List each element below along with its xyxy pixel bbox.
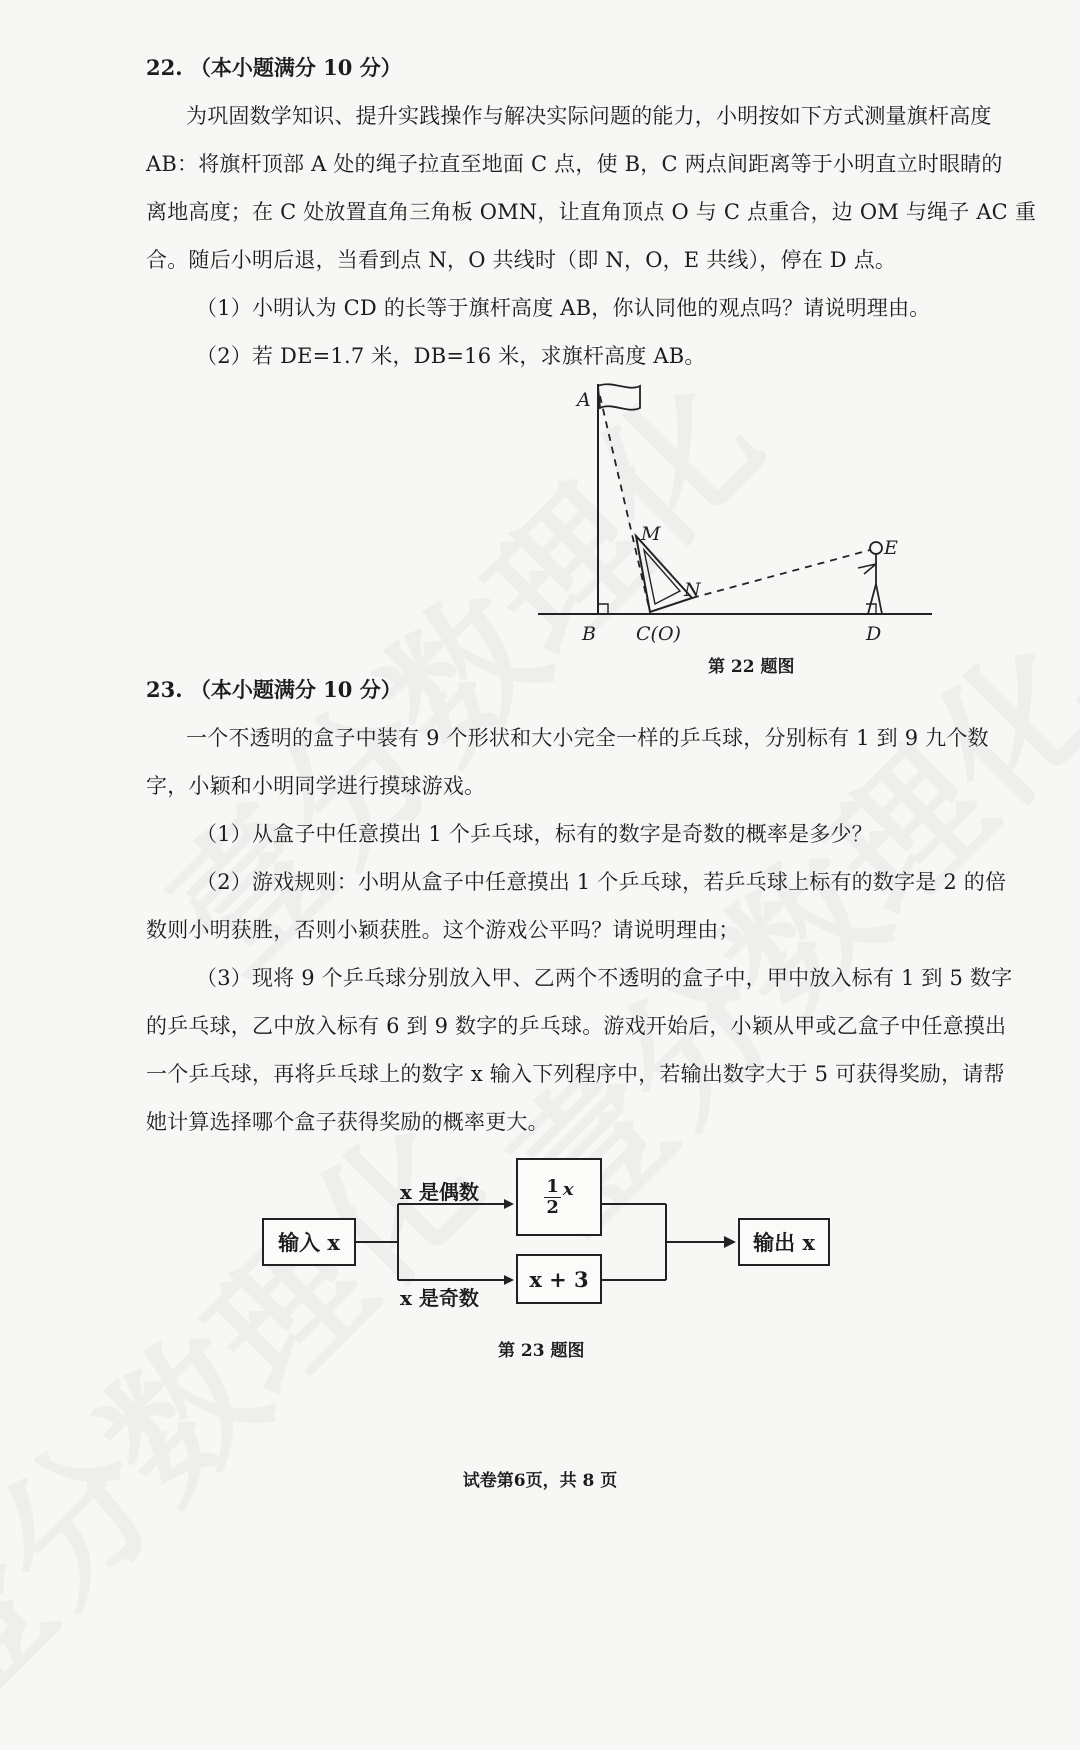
flow-output-box: [738, 1218, 830, 1266]
q23-part-3-line-2: 的乒乓球，乙中放入标有 6 到 9 数字的乒乓球。游戏开始后，小颖从甲或乙盒子中任意摸出: [146, 1014, 1007, 1038]
q23-caption: 第 23 题图: [498, 1341, 585, 1361]
flow-input-box: [262, 1218, 356, 1266]
label-c: C(O): [636, 623, 681, 645]
label-b: B: [582, 623, 596, 645]
label-d: D: [866, 623, 882, 645]
flow-output-label: 输出 x: [753, 1230, 815, 1255]
arrow-odd: [504, 1275, 514, 1285]
q22-line-2: AB：将旗杆顶部 A 处的绳子拉直至地面 C 点，使 B，C 两点间距离等于小明直立时眼睛的: [146, 152, 1003, 176]
q22-number: 22.: [146, 55, 183, 80]
fraction: [544, 1177, 561, 1218]
label-n: N: [684, 579, 701, 601]
flow-even-box: [516, 1158, 602, 1236]
flow-even-label: x 是偶数: [400, 1180, 479, 1204]
q22-line-4: 合。随后小明后退，当看到点 N，O 共线时（即 N，O，E 共线），停在 D 点。: [146, 248, 897, 272]
q23-intro-1: 一个不透明的盒子中装有 9 个形状和大小完全一样的乒乓球，分别标有 1 到 9 九个数: [186, 726, 989, 750]
q22-part-2: （2）若 DE=1.7 米，DB=16 米，求旗杆高度 AB。: [196, 344, 706, 368]
q23-part-3-line-1: （3）现将 9 个乒乓球分别放入甲、乙两个不透明的盒子中，甲中放入标有 1 到 5 数字: [196, 966, 1013, 990]
flow-odd-label: x 是奇数: [400, 1286, 479, 1310]
fraction-denominator: 2: [546, 1196, 559, 1218]
q23-part-1: （1）从盒子中任意摸出 1 个乒乓球，标有的数字是奇数的概率是多少？: [196, 822, 873, 846]
q22-line-3: 离地高度；在 C 处放置直角三角板 OMN，让直角顶点 O 与 C 点重合，边 OM 与绳子 AC 重: [146, 200, 1037, 224]
q22-score: （本小题满分 10 分）: [189, 55, 402, 80]
q23-part-2-line-1: （2）游戏规则：小明从盒子中任意摸出 1 个乒乓球，若乒乓球上标有的数字是 2 的倍: [196, 870, 1007, 894]
arrow-even: [504, 1199, 514, 1209]
q23-intro-2: 字，小颖和小明同学进行摸球游戏。: [146, 774, 486, 798]
q23-part-3-line-3: 一个乒乓球，再将乒乓球上的数字 x 输入下列程序中，若输出数字大于 5 可获得奖励，请帮: [146, 1062, 1005, 1086]
arrow-output: [724, 1236, 736, 1248]
q23-part-2-line-2: 数则小明获胜，否则小颖获胜。这个游戏公平吗？请说明理由；: [146, 918, 740, 942]
q23-number: 23.: [146, 677, 183, 702]
flow-odd-op: x + 3: [529, 1266, 589, 1292]
flow-input-label: 输入 x: [278, 1230, 340, 1255]
label-m: M: [641, 523, 661, 545]
q22-caption: 第 22 题图: [708, 657, 795, 677]
q23-part-3-line-4: 她计算选择哪个盒子获得奖励的概率更大。: [146, 1110, 549, 1134]
fraction-numerator: 1: [546, 1175, 559, 1197]
label-e: E: [884, 537, 898, 559]
page-footer: 试卷第6页，共 8 页: [462, 1471, 618, 1491]
fraction-variable: x: [562, 1178, 574, 1200]
label-a: A: [577, 389, 591, 411]
q23-score: （本小题满分 10 分）: [189, 677, 402, 702]
q22-part-1: （1）小明认为 CD 的长等于旗杆高度 AB，你认同他的观点吗？请说明理由。: [196, 296, 931, 320]
q22-line-1: 为巩固数学知识、提升实践操作与解决实际问题的能力，小明按如下方式测量旗杆高度: [186, 104, 992, 128]
flow-odd-box: [516, 1254, 602, 1304]
